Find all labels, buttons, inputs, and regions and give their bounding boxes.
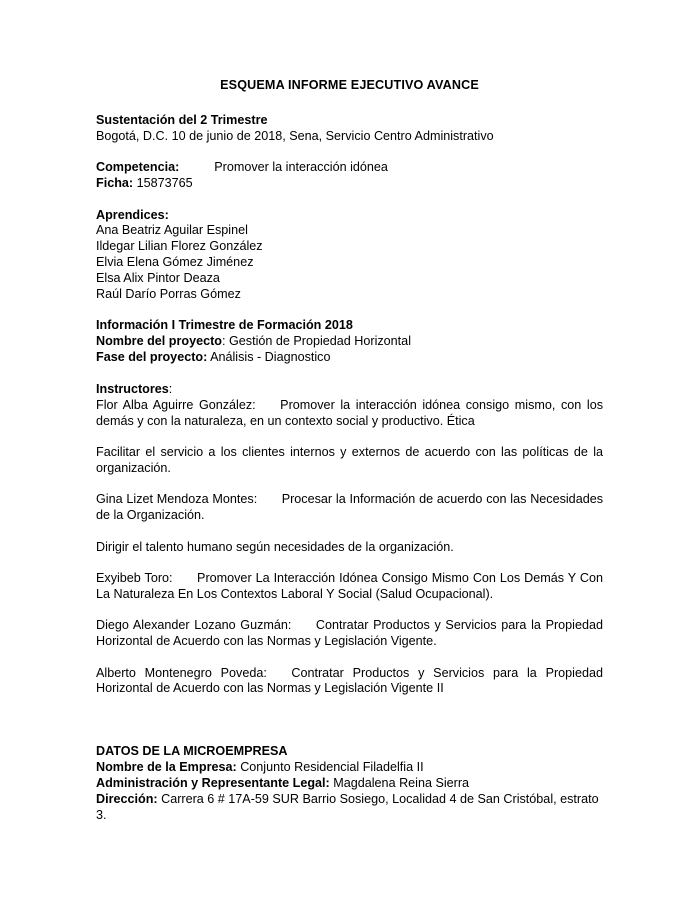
aprendiz-item: Raúl Darío Porras Gómez [96, 287, 241, 302]
competencia-value: Promover la interacción idónea [214, 160, 388, 175]
instructores-heading-label: Instructores [96, 381, 169, 396]
ficha-line [96, 176, 603, 192]
aprendiz-item: Ana Beatriz Aguilar Espinel [96, 223, 248, 238]
instructor-name: Gina Lizet Mendoza Montes: [96, 492, 258, 507]
instructor-text: Contratar Productos y Servicios para la Propiedad Horizontal de Acuerdo con las Normas y Legislación Vigente. [96, 618, 603, 649]
instructor-text: Contratar Productos y Servicios para la Propiedad Horizontal de Acuerdo con las Normas y Legislación Vigente II [96, 665, 603, 696]
instructor-paragraph [96, 571, 603, 603]
administracion-line [96, 776, 603, 792]
lugar-fecha-line: Bogotá, D.C. 10 de junio de 2018, Sena, Servicio Centro Administrativo [96, 128, 494, 143]
aprendices-block [96, 208, 603, 303]
instructor-text: Facilitar el servicio a los clientes internos y externos de acuerdo con las políticas de la organización. [96, 444, 603, 475]
sustentacion-block [96, 113, 603, 145]
fase-proyecto-label: Fase del proyecto: [96, 350, 208, 365]
instructor-paragraph [96, 398, 603, 430]
document-body [96, 78, 603, 823]
competencia-gap [179, 160, 214, 176]
nombre-proyecto-label: Nombre del proyecto [96, 334, 222, 349]
empresa-nombre-label: Nombre de la Empresa: [96, 759, 237, 774]
administracion-label: Administración y Representante Legal: [96, 775, 330, 790]
instructor-name: Flor Alba Aguirre González: [96, 397, 256, 412]
instructor-gap [173, 571, 198, 587]
instructor-text: Dirigir el talento humano según necesidades de la organización. [96, 539, 454, 554]
instructores-heading-separator: : [168, 381, 173, 396]
fase-proyecto-line [96, 350, 603, 366]
instructor-name: Exyibeb Toro: [96, 570, 173, 585]
competencia-block [96, 160, 603, 192]
nombre-proyecto-line [96, 334, 603, 350]
instructor-gap [256, 398, 281, 414]
empresa-nombre-line [96, 760, 603, 776]
instructor-entry [96, 492, 603, 524]
instructor-paragraph [96, 618, 603, 650]
informacion-block [96, 318, 603, 366]
instructor-paragraph [96, 492, 603, 524]
direccion-line [96, 792, 603, 824]
sustentacion-heading: Sustentación del 2 Trimestre [96, 112, 268, 127]
nombre-proyecto-value: Gestión de Propiedad Horizontal [228, 334, 411, 349]
section-spacer [96, 713, 603, 744]
nombre-proyecto-separator: : [221, 334, 229, 349]
microempresa-heading: DATOS DE LA MICROEMPRESA [96, 743, 288, 758]
instructor-name: Alberto Montenegro Poveda: [96, 665, 267, 680]
instructor-text: Promover la interacción idónea consigo mismo, con los demás y con la naturaleza, en un contexto social y productivo. Ética [96, 397, 603, 428]
instructor-gap [267, 666, 292, 682]
instructor-gap [257, 492, 282, 508]
administracion-value: Magdalena Reina Sierra [333, 775, 470, 790]
instructor-text: Procesar la Información de acuerdo con las Necesidades de la Organización. [96, 492, 603, 523]
informacion-heading: Información I Trimestre de Formación 2018 [96, 318, 353, 333]
aprendiz-item: Elsa Alix Pintor Deaza [96, 271, 220, 286]
instructor-entry [96, 445, 603, 477]
instructor-paragraph [96, 666, 603, 698]
aprendiz-item: Ildegar Lilian Florez González [96, 239, 263, 254]
fase-proyecto-value: Análisis - Diagnostico [210, 350, 331, 365]
instructor-name: Diego Alexander Lozano Guzmán: [96, 618, 292, 633]
ficha-value: 15873765 [136, 176, 193, 191]
instructor-entry [96, 666, 603, 698]
instructor-paragraph [96, 445, 603, 477]
competencia-label: Competencia: [96, 160, 180, 175]
page-title: ESQUEMA INFORME EJECUTIVO AVANCE [220, 78, 479, 92]
instructor-entry [96, 618, 603, 650]
instructor-text: Promover La Interacción Idónea Consigo Mismo Con Los Demás Y Con La Naturaleza En Los Contextos Laboral Y Social (Salud Ocupacional). [96, 570, 604, 601]
direccion-value: Carrera 6 # 17A-59 SUR Barrio Sosiego, Localidad 4 de San Cristóbal, estrato 3. [96, 791, 599, 822]
microempresa-block [96, 744, 603, 824]
competencia-line [96, 160, 603, 176]
instructor-entry [96, 540, 603, 556]
aprendiz-item: Elvia Elena Gómez Jiménez [96, 255, 254, 270]
instructores-heading-block [96, 382, 603, 398]
instructor-entry [96, 571, 603, 603]
instructor-gap [291, 618, 316, 634]
instructor-entry [96, 398, 603, 430]
aprendices-heading: Aprendices: [96, 207, 169, 222]
instructores-heading [96, 382, 603, 398]
direccion-label: Dirección: [96, 791, 158, 806]
empresa-nombre-value: Conjunto Residencial Filadelfia II [240, 759, 424, 774]
ficha-label: Ficha: [96, 176, 134, 191]
instructor-paragraph [96, 540, 603, 556]
